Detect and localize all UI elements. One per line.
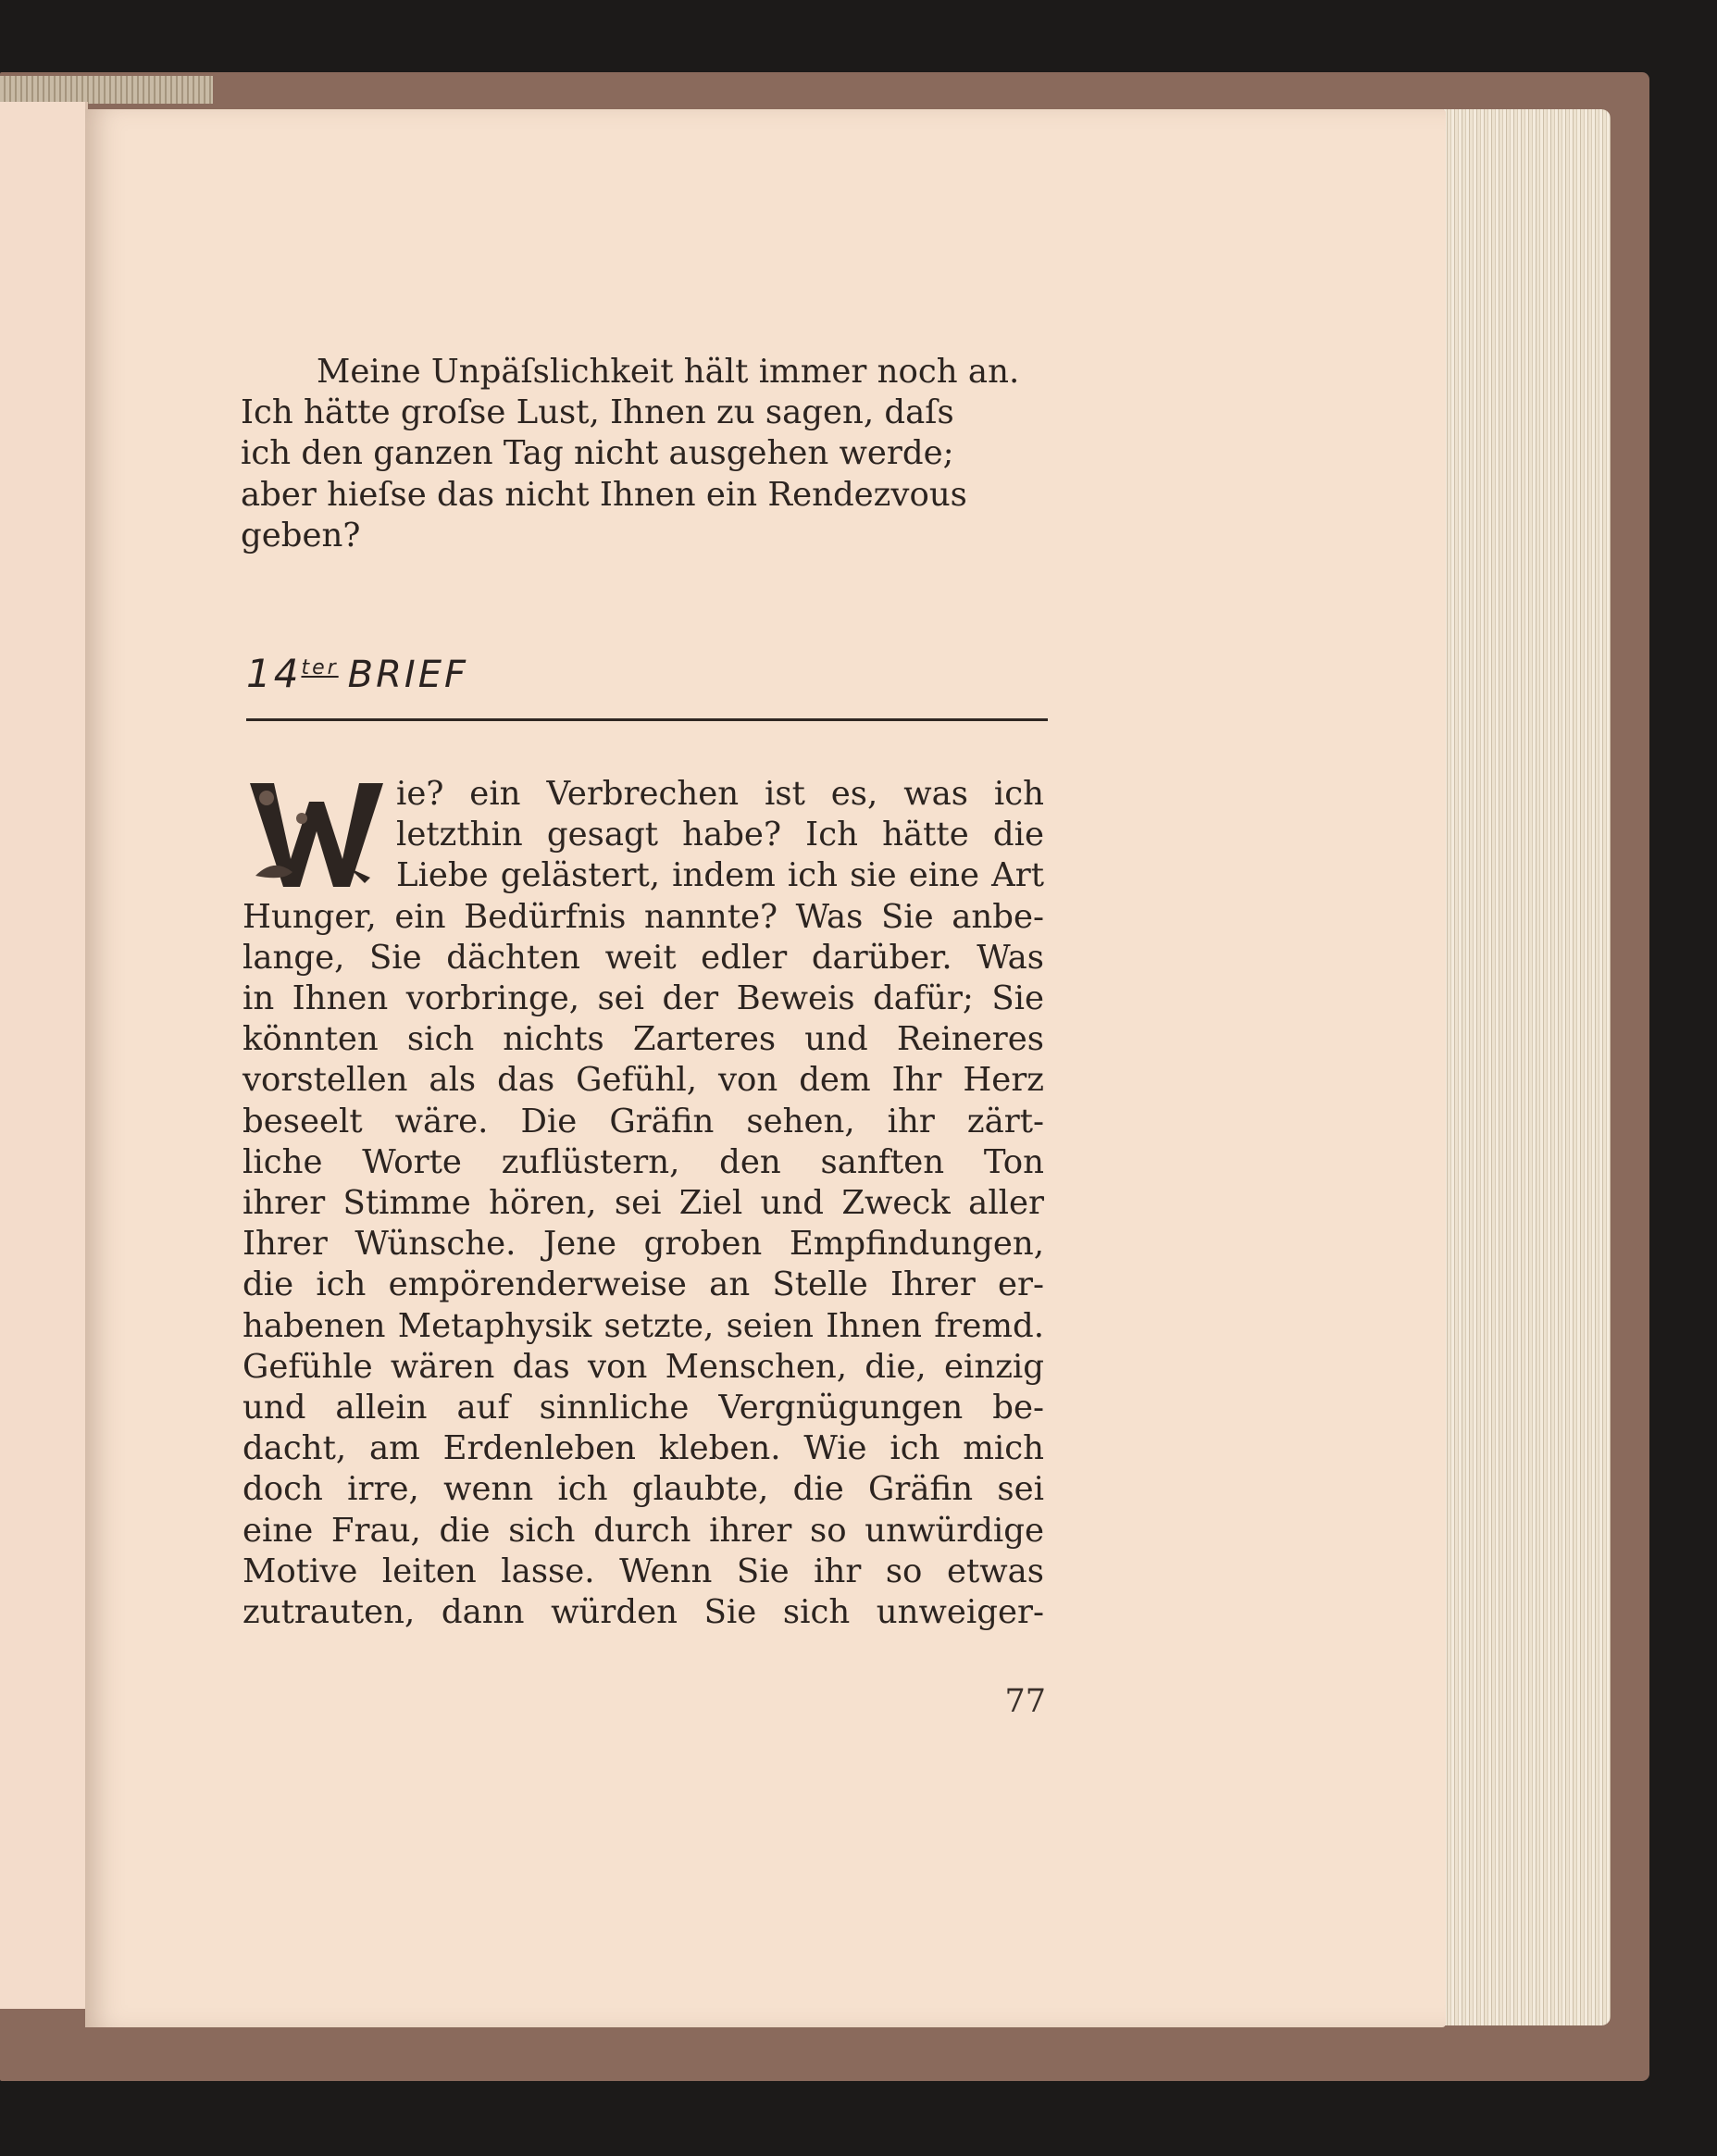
- heading-word: BRIEF: [347, 654, 468, 696]
- letter-line-2: letzthin gesagt habe? Ich hätte die: [396, 816, 1044, 854]
- letter-line-7: könnten sich nichts Zarteres und Reineres: [243, 1020, 1044, 1059]
- letter-line-8: vorstellen als das Gefühl, von dem Ihr Herz: [243, 1061, 1044, 1100]
- heading-rule: [246, 718, 1048, 721]
- letter-line-3: Liebe gelästert, indem ich sie eine Art: [396, 856, 1044, 895]
- opening-paragraph: [241, 352, 1042, 556]
- letter-line-18: doch irre, wenn ich glaubte, die Gräfin sei: [243, 1470, 1044, 1509]
- letter-line-9: beseelt wäre. Die Gräfin sehen, ihr zärt-: [243, 1102, 1044, 1140]
- letter-line-6: in Ihnen vorbringe, sei der Beweis dafür; Sie: [243, 979, 1044, 1018]
- letter-line-20: Motive leiten lasse. Wenn Sie ihr so etwas: [243, 1552, 1044, 1590]
- opening-line-4: aber hieſse das nicht Ihnen ein Rendezvous: [241, 475, 967, 514]
- letter-line-16: und allein auf sinnliche Vergnügungen be-: [243, 1389, 1044, 1427]
- letter-line-21: zutrauten, dann würden Sie sich unweiger-: [243, 1593, 1044, 1632]
- left-page-edge: [0, 102, 88, 2009]
- opening-line-5: geben?: [241, 516, 361, 555]
- letter-heading: [246, 641, 1048, 722]
- opening-line-3: ich den ganzen Tag nicht ausgehen werde;: [241, 434, 954, 473]
- heading-suffix: ter: [301, 656, 339, 679]
- letter-line-13: die ich empörenderweise an Stelle Ihrer er-: [243, 1265, 1044, 1304]
- letter-line-14: habenen Metaphysik setzte, seien Ihnen fremd.: [243, 1306, 1044, 1345]
- letter-line-19: eine Frau, die sich durch ihrer so unwürdige: [243, 1511, 1044, 1550]
- heading-number: 14: [246, 651, 302, 696]
- letter-line-4: Hunger, ein Bedürfnis nannte? Was Sie anbe-: [243, 897, 1044, 936]
- page-number: 77: [1004, 1683, 1046, 1720]
- letter-body: [243, 774, 1044, 1633]
- letter-line-15: Gefühle wären das von Menschen, die, einzig: [243, 1347, 1044, 1386]
- letter-line-1: ie? ein Verbrechen ist es, was ich: [396, 775, 1044, 813]
- letter-line-10: liche Worte zuflüstern, den sanften Ton: [243, 1142, 1044, 1181]
- letter-line-5: lange, Sie dächten weit edler darüber. Was: [243, 938, 1044, 977]
- letter-line-11: ihrer Stimme hören, sei Ziel und Zweck aller: [243, 1184, 1044, 1223]
- book-headband: [0, 76, 213, 104]
- opening-line-2: Ich hätte groſse Lust, Ihnen zu sagen, daſs: [241, 393, 954, 432]
- page-edges: [1425, 109, 1611, 2025]
- letter-line-12: Ihrer Wünsche. Jene groben Empfindungen,: [243, 1225, 1044, 1264]
- opening-line-1: Meine Unpäſslichkeit hält immer noch an.: [317, 353, 1020, 391]
- letter-line-17: dacht, am Erdenleben kleben. Wie ich mich: [243, 1429, 1044, 1468]
